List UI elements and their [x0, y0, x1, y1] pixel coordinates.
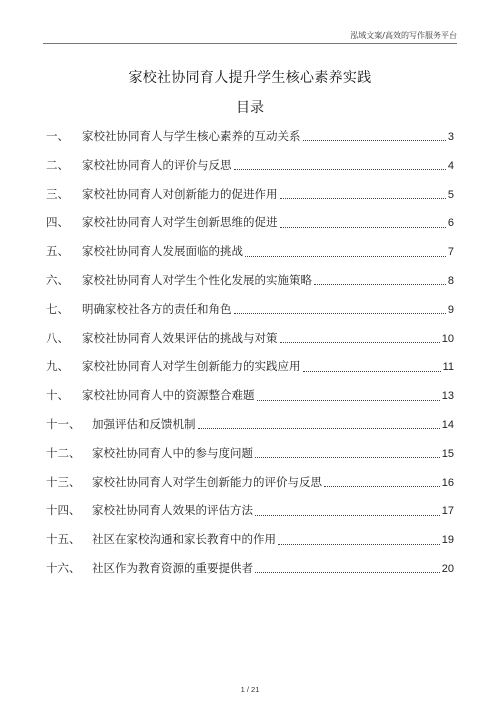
- toc-entry-page: 15: [441, 447, 454, 460]
- toc-entry[interactable]: [46, 301, 454, 330]
- toc-entry-page: 3: [447, 131, 454, 143]
- toc-entry-title: 家校社协同育人发展面临的挑战: [82, 244, 243, 259]
- toc-entry[interactable]: [46, 186, 454, 215]
- toc-entry-title: 家校社协同育人效果评估的挑战与对策: [82, 330, 278, 345]
- toc-dot-leader: [324, 485, 440, 487]
- toc-entry[interactable]: [46, 560, 454, 589]
- toc-entry-number: 十五、: [46, 532, 81, 547]
- toc-entry-title: 家校社协同育人对学生个性化发展的实施策略: [82, 272, 312, 287]
- toc-entry-page: 19: [441, 534, 454, 547]
- toc-entry-page: 8: [447, 274, 454, 287]
- toc-dot-leader: [280, 197, 446, 199]
- toc-entry-number: 十二、: [46, 445, 81, 460]
- toc-entry-page: 14: [441, 418, 454, 431]
- toc-entry-title: 家校社协同育人与学生核心素养的互动关系: [82, 129, 301, 143]
- toc-entry-number: 十三、: [46, 474, 81, 489]
- toc-entry[interactable]: [46, 502, 454, 531]
- toc-entry-page: 9: [447, 303, 454, 316]
- toc-entry-title: 家校社协同育人对学生创新能力的评价与反思: [92, 474, 322, 489]
- toc-entry-title: 家校社协同育人的评价与反思: [82, 157, 232, 172]
- toc-entry-title: 加强评估和反馈机制: [92, 416, 196, 431]
- toc-entry[interactable]: [46, 157, 454, 186]
- toc-entry-page: 20: [441, 562, 454, 575]
- toc-dot-leader: [303, 370, 441, 372]
- toc-dot-leader: [314, 283, 446, 285]
- toc-entry-title: 家校社协同育人效果的评估方法: [92, 503, 253, 518]
- toc-dot-leader: [303, 139, 446, 141]
- toc-entry[interactable]: [46, 445, 454, 474]
- toc-entry-number: 三、: [46, 186, 69, 201]
- toc-entry-page: 11: [442, 361, 454, 374]
- toc-dot-leader: [234, 168, 446, 170]
- toc-entry-number: 十一、: [46, 416, 81, 431]
- page-indicator: 1 / 21: [240, 685, 260, 694]
- toc-entry[interactable]: [46, 214, 454, 243]
- toc-entry-page: 6: [447, 217, 454, 230]
- table-of-contents: [46, 128, 454, 589]
- toc-entry-number: 五、: [46, 244, 69, 259]
- toc-entry[interactable]: [46, 387, 454, 416]
- toc-entry[interactable]: [46, 416, 454, 445]
- toc-entry-number: 六、: [46, 272, 69, 287]
- header-divider: [43, 43, 457, 44]
- toc-dot-leader: [245, 255, 446, 257]
- toc-entry[interactable]: [46, 358, 454, 387]
- toc-entry-page: 7: [447, 246, 454, 259]
- toc-dot-leader: [280, 226, 446, 228]
- toc-entry-title: 家校社协同育人对学生创新能力的实践应用: [82, 359, 301, 374]
- toc-entry-number: 八、: [46, 330, 69, 345]
- toc-entry-page: 4: [447, 159, 454, 172]
- toc-heading: 目录: [236, 100, 264, 116]
- toc-dot-leader: [255, 514, 440, 516]
- toc-entry[interactable]: [46, 330, 454, 359]
- toc-dot-leader: [255, 456, 440, 458]
- toc-dot-leader: [255, 571, 440, 573]
- toc-entry-number: 四、: [46, 215, 69, 230]
- toc-dot-leader: [234, 312, 446, 314]
- toc-dot-leader: [280, 341, 440, 343]
- toc-entry-page: 5: [447, 188, 454, 201]
- toc-entry[interactable]: [46, 128, 454, 157]
- toc-entry-title: 家校社协同育人中的资源整合难题: [82, 388, 255, 403]
- toc-entry-title: 明确家校社各方的责任和角色: [82, 301, 232, 316]
- toc-entry[interactable]: [46, 474, 454, 503]
- toc-entry-page: 10: [441, 332, 454, 345]
- toc-entry-number: 九、: [46, 359, 69, 374]
- toc-entry-number: 十四、: [46, 503, 81, 518]
- toc-dot-leader: [198, 427, 440, 429]
- toc-entry[interactable]: [46, 272, 454, 301]
- toc-entry-number: 二、: [46, 157, 69, 172]
- toc-dot-leader: [278, 543, 440, 545]
- toc-entry-number: 十、: [46, 388, 69, 403]
- toc-entry[interactable]: [46, 243, 454, 272]
- toc-entry[interactable]: [46, 531, 454, 560]
- toc-entry-title: 家校社协同育人对创新能力的促进作用: [82, 186, 278, 201]
- toc-entry-page: 13: [441, 390, 454, 403]
- toc-dot-leader: [257, 399, 440, 401]
- toc-entry-number: 七、: [46, 301, 69, 316]
- toc-entry-title: 家校社协同育人中的参与度问题: [92, 445, 253, 460]
- toc-entry-title: 社区在家校沟通和家长教育中的作用: [92, 532, 276, 547]
- header-brand-text: 泓域文案/高效的写作服务平台: [350, 31, 457, 40]
- document-title: 家校社协同育人提升学生核心素养实践: [128, 70, 372, 86]
- toc-entry-number: 十六、: [46, 560, 81, 575]
- toc-entry-number: 一、: [46, 129, 69, 143]
- toc-entry-page: 16: [441, 476, 454, 489]
- toc-entry-title: 家校社协同育人对学生创新思维的促进: [82, 215, 278, 230]
- toc-entry-page: 17: [441, 505, 454, 518]
- toc-entry-title: 社区作为教育资源的重要提供者: [92, 560, 253, 575]
